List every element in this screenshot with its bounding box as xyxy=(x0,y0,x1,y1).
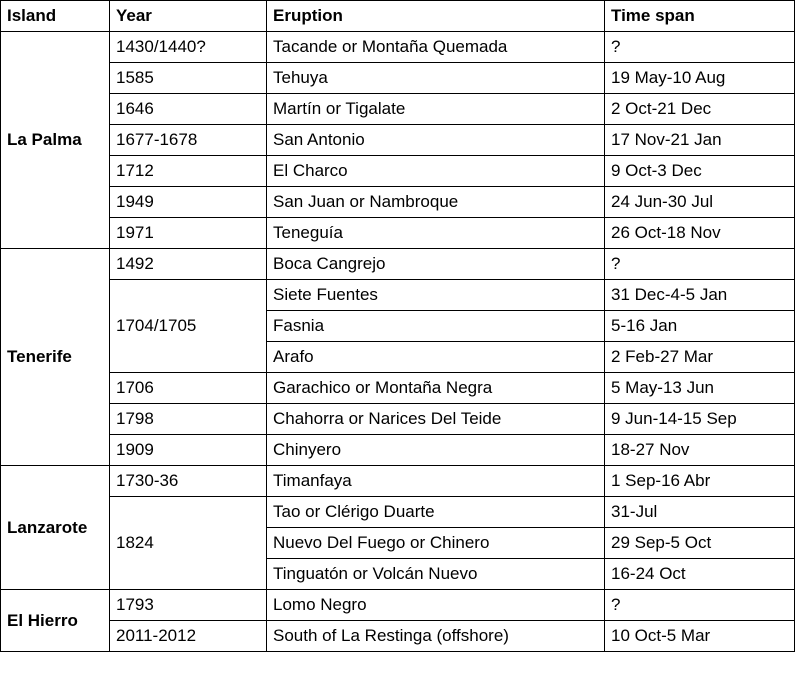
table-row xyxy=(1,249,795,280)
table-row xyxy=(1,63,795,94)
eruption-cell: Fasnia xyxy=(267,311,605,342)
year-cell: 1646 xyxy=(110,94,267,125)
table-row xyxy=(1,497,795,528)
time-span-cell: 18-27 Nov xyxy=(605,435,795,466)
table-row xyxy=(1,404,795,435)
island-cell-tenerife: Tenerife xyxy=(1,249,110,466)
header-island: Island xyxy=(1,1,110,32)
eruption-cell: Tehuya xyxy=(267,63,605,94)
time-span-cell: 1 Sep-16 Abr xyxy=(605,466,795,497)
header-time-span: Time span xyxy=(605,1,795,32)
island-cell-lanzarote: Lanzarote xyxy=(1,466,110,590)
table-row xyxy=(1,621,795,652)
eruption-cell: San Antonio xyxy=(267,125,605,156)
time-span-cell: 10 Oct-5 Mar xyxy=(605,621,795,652)
time-span-cell: 16-24 Oct xyxy=(605,559,795,590)
year-cell: 1909 xyxy=(110,435,267,466)
time-span-cell: 19 May-10 Aug xyxy=(605,63,795,94)
year-cell: 2011-2012 xyxy=(110,621,267,652)
year-cell: 1798 xyxy=(110,404,267,435)
eruption-cell: Chahorra or Narices Del Teide xyxy=(267,404,605,435)
year-cell: 1704/1705 xyxy=(110,280,267,373)
eruption-cell: Tinguatón or Volcán Nuevo xyxy=(267,559,605,590)
eruption-cell: Timanfaya xyxy=(267,466,605,497)
header-eruption: Eruption xyxy=(267,1,605,32)
time-span-cell: 5-16 Jan xyxy=(605,311,795,342)
island-cell-la-palma: La Palma xyxy=(1,32,110,249)
year-cell: 1706 xyxy=(110,373,267,404)
table-row xyxy=(1,590,795,621)
eruption-cell: Tao or Clérigo Duarte xyxy=(267,497,605,528)
eruption-cell: South of La Restinga (offshore) xyxy=(267,621,605,652)
time-span-cell: 9 Jun-14-15 Sep xyxy=(605,404,795,435)
island-cell-el-hierro: El Hierro xyxy=(1,590,110,652)
year-cell: 1824 xyxy=(110,497,267,590)
time-span-cell: 26 Oct-18 Nov xyxy=(605,218,795,249)
table-row xyxy=(1,373,795,404)
time-span-cell: 2 Oct-21 Dec xyxy=(605,94,795,125)
eruption-cell: Arafo xyxy=(267,342,605,373)
time-span-cell: 31 Dec-4-5 Jan xyxy=(605,280,795,311)
time-span-cell: ? xyxy=(605,590,795,621)
header-year: Year xyxy=(110,1,267,32)
year-cell: 1730-36 xyxy=(110,466,267,497)
time-span-cell: 17 Nov-21 Jan xyxy=(605,125,795,156)
time-span-cell: 31-Jul xyxy=(605,497,795,528)
eruption-cell: San Juan or Nambroque xyxy=(267,187,605,218)
year-cell: 1971 xyxy=(110,218,267,249)
time-span-cell: ? xyxy=(605,249,795,280)
eruption-cell: Garachico or Montaña Negra xyxy=(267,373,605,404)
table-row xyxy=(1,187,795,218)
table-row xyxy=(1,32,795,63)
table-row xyxy=(1,435,795,466)
year-cell: 1585 xyxy=(110,63,267,94)
time-span-cell: 9 Oct-3 Dec xyxy=(605,156,795,187)
time-span-cell: 2 Feb-27 Mar xyxy=(605,342,795,373)
eruption-cell: El Charco xyxy=(267,156,605,187)
eruption-cell: Nuevo Del Fuego or Chinero xyxy=(267,528,605,559)
time-span-cell: ? xyxy=(605,32,795,63)
eruption-cell: Teneguía xyxy=(267,218,605,249)
table-row xyxy=(1,280,795,311)
eruption-cell: Siete Fuentes xyxy=(267,280,605,311)
table-row xyxy=(1,94,795,125)
table-row xyxy=(1,466,795,497)
time-span-cell: 29 Sep-5 Oct xyxy=(605,528,795,559)
eruption-cell: Lomo Negro xyxy=(267,590,605,621)
table-row xyxy=(1,125,795,156)
year-cell: 1492 xyxy=(110,249,267,280)
eruption-cell: Chinyero xyxy=(267,435,605,466)
table-row xyxy=(1,218,795,249)
table-row xyxy=(1,156,795,187)
time-span-cell: 5 May-13 Jun xyxy=(605,373,795,404)
header-row xyxy=(1,1,795,32)
year-cell: 1793 xyxy=(110,590,267,621)
eruption-cell: Boca Cangrejo xyxy=(267,249,605,280)
year-cell: 1677-1678 xyxy=(110,125,267,156)
eruption-cell: Tacande or Montaña Quemada xyxy=(267,32,605,63)
year-cell: 1949 xyxy=(110,187,267,218)
time-span-cell: 24 Jun-30 Jul xyxy=(605,187,795,218)
eruption-cell: Martín or Tigalate xyxy=(267,94,605,125)
year-cell: 1712 xyxy=(110,156,267,187)
year-cell: 1430/1440? xyxy=(110,32,267,63)
